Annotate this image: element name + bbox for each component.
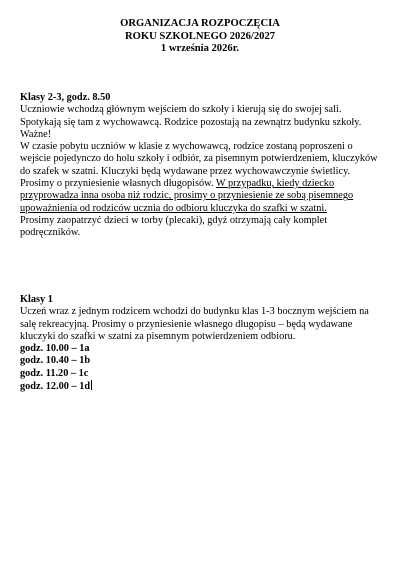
title-line-1: ORGANIZACJA ROZPOCZĘCIA	[120, 18, 280, 29]
schedule-list	[20, 343, 385, 393]
document-title	[0, 18, 400, 56]
schedule-item: godz. 10.00 – 1a	[20, 343, 90, 355]
section-klasy-1	[20, 294, 385, 393]
underlined-text: W przypadku, kiedy dziecko przyprowadza inna osoba niż rodzic, prosimy o przyniesienie ze sobą pisemnego upoważnienia od rodziców ucznia do odbioru kluczyka do szafki w szatni.	[20, 178, 354, 214]
title-line-3: 1 września 2026r.	[160, 43, 240, 55]
schedule-item: godz. 10.40 – 1b	[20, 355, 91, 367]
paragraph-text: W czasie pobytu uczniów w klasie z wychowawcą, rodzice zostaną poproszeni o wejście pojedynczo do holu szkoły i odbiór, za pisemnym potwierdzeniem, kluczyków do szafek w szatni. Kluczyki będą wydawane przez wychowawczynie świetlicy. Prosimy o przyniesienie własnych długopisów.	[20, 141, 378, 190]
schedule-item	[20, 380, 385, 393]
text-cursor	[91, 380, 92, 390]
important-note: Ważne!	[20, 128, 52, 140]
title-line-2: ROKU SZKOLNEGO 2026/2027	[124, 30, 276, 42]
paragraph	[20, 141, 385, 215]
paragraph: Uczeń wraz z jednym rodzicem wchodzi do budynku klas 1-3 bocznym wejściem na salę rekreacyjną. Prosimy o przyniesienie własnego długopisu – będą wydawane kluczyki do szafki w szatni za pisemnym potwierdzeniem odbioru.	[20, 306, 369, 342]
section-klasy-2-3	[20, 92, 385, 240]
schedule-item: godz. 11.20 – 1c	[20, 367, 89, 379]
section-heading: Klasy 2-3, godz. 8.50	[20, 92, 111, 103]
paragraph: Prosimy zaopatrzyć dzieci w torby (plecaki), gdyż otrzymają cały komplet podręczników.	[20, 214, 328, 239]
section-heading: Klasy 1	[20, 294, 53, 305]
schedule-item-text: godz. 12.00 – 1d	[20, 381, 91, 393]
paragraph: Uczniowie wchodzą głównym wejściem do szkoły i kierują się do swojej sali. Spotykają się tam z wychowawcą. Rodzice pozostają na zewnątrz budynku szkoły.	[20, 104, 362, 128]
